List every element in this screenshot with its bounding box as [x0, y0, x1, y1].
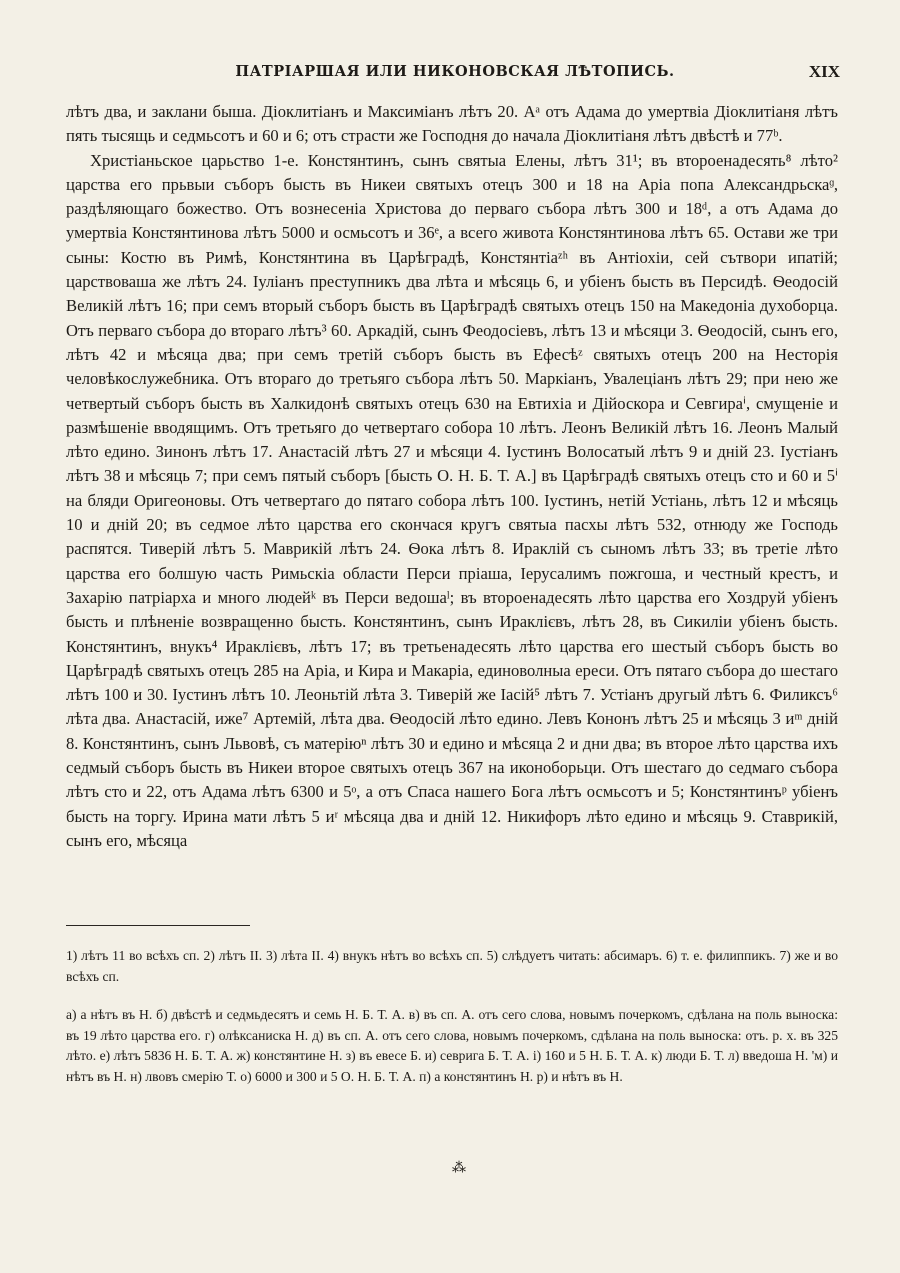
numbered-footnotes	[66, 946, 838, 987]
printer-ornament: ⁂	[452, 1160, 466, 1176]
main-text	[66, 100, 838, 853]
paragraph: лѣтъ два, и заклани быша. Діоклитіанъ и Максиміанъ лѣтъ 20. Аᵃ отъ Адама до умертвіа Діоклитіаня лѣтъ пять тысящь и седмьсотъ и 60 и 6; отъ страсти же Господня до начала Діоклитіаня лѣтъ двѣстѣ и 77ᵇ.	[66, 102, 838, 146]
footnote-block: 1) лѣтъ 11 во всѣхъ сп. 2) лѣтъ II. 3) лѣта II. 4) внукъ нѣтъ во всѣхъ сп. 5) слѣдуетъ читать: абсимаръ. 6) т. е. филиппикъ. 7) же и во всѣхъ сп.	[66, 948, 838, 984]
paragraph: Христіаньское царьство 1-е. Констянтинъ, сынъ святыа Елены, лѣтъ 31¹; въ второенадесять⁸ лѣто² царства его прьвыи съборъ бысть въ Никеи святыхъ отецъ 300 и 18 на Аріа попа Александрьскаᶢ, раздѣляющаго божество. Отъ вознесеніа Христова до перваго събора лѣтъ 300 и 18ᵈ, а отъ Адама до умертвіа Констянтинова лѣтъ 5000 и осмьсотъ и 36ᵉ, а всего живота Констянтинова лѣтъ 65. Остави же три сыны: Костю въ Римѣ, Констянтина въ Царѣградѣ, Констянтіаᶻʰ въ Антіохіи, сей сътвори ипатій; царствоваша же лѣтъ 24. Іуліанъ преступникъ два лѣта и мѣсяць 6, и убіенъ бысть въ Персидѣ. Ѳеодосій Великій лѣтъ 16; при семъ вторый съборъ бысть въ Царѣградѣ святыхъ отецъ 150 на Македоніа духоборца. Отъ перваго събора до втораго лѣтъ³ 60. Аркадій, сынъ Феодосіевъ, лѣтъ 13 и мѣсяци 3. Ѳеодосій, сынъ его, лѣтъ 42 и мѣсяца два; при семъ третій съборъ бысть въ Ефесѣᶻ святыхъ отецъ 200 на Несторія человѣкослужебника. Отъ втораго до третьяго събора лѣтъ 50. Маркіанъ, Увалеціанъ лѣтъ 29; при нею же четвертый съборъ бысть въ Халкидонѣ святыхъ отецъ 630 на Евтихіа и Дійоскора и Севгираⁱ, смущеніе и размѣшеніе вводящимъ. Отъ третьяго до четвертаго собора 10 лѣтъ. Леонъ Великій лѣтъ 16. Леонъ Малый лѣто едино. Зинонъ лѣтъ 17. Анастасій лѣтъ 27 и мѣсяци 4. Іустинъ Волосатый лѣтъ 9 и дній 23. Іустіанъ лѣтъ 38 и мѣсяць 7; при семъ пятый съборъ [бысть О. Н. Б. Т. А.] въ Царѣградѣ святыхъ отецъ сто и 60 и 5ⁱ на бляди Оригеоновы. Отъ четвертаго до пятаго собора лѣтъ 100. Іустинъ, нетій Устіань, лѣтъ 12 и мѣсяць 10 и дній 20; въ седмое лѣто царства его скончася кругъ святыа пасхы лѣтъ 532, отнюду же Господь распятся. Тиверій лѣтъ 5. Маврикій лѣтъ 24. Ѳока лѣтъ 8. Ираклій съ сыномъ лѣтъ 33; въ третіе лѣто царства его болшую часть Римьскіа области Перси пріаша, Іерусалимъ пожгоша, и честный крестъ, и Захарію патріарха и много людейᵏ въ Перси ведошаˡ; въ второенадесять лѣто царства его Хоздруй убіенъ бысть и плѣненіе возвращенно бысть. Констянтинъ, сынъ Ираклієвъ, лѣтъ 28, въ Сикиліи убіенъ бысть. Констянтинъ, внукъ⁴ Ираклієвъ, лѣтъ 17; въ третьенадесять лѣто царства его шестый съборъ бысть во Царѣградѣ святыхъ отецъ 285 на Аріа, и Кира и Макаріа, единоволныа ереси. Отъ пятаго събора до шестаго лѣтъ 100 и 30. Іустинъ лѣтъ 10. Леоньтій лѣта 3. Тиверій же Іасій⁵ лѣтъ 7. Устіанъ другый лѣтъ 6. Филиксъ⁶ лѣта два. Анастасій, иже⁷ Артемій, лѣта два. Ѳеодосій лѣто едино. Левъ Кононъ лѣтъ 25 и мѣсяць 3 иᵐ дній 8. Констянтинъ, сынъ Львовѣ, съ матеріюⁿ лѣтъ 30 и едино и мѣсяца 2 и дни два; въ второе лѣто царства ихъ седмый съборъ бысть въ Никеи второе святыхъ отецъ 367 на иконоборьци. Отъ шестаго до седмаго събора лѣтъ сто и 22, отъ Адама лѣтъ 6300 и 5ᵒ, а отъ Спаса нашего Бога лѣтъ осмьсотъ и 5; Констянтинъᵖ убіенъ бысть на торгу. Ирина мати лѣтъ 5 иʳ мѣсяца два и дній 12. Никифоръ лѣто едино и мѣсяць 9. Ставрикій, сынъ его, мѣсяца	[66, 150, 838, 850]
lettered-footnotes	[66, 1005, 838, 1087]
page-number: XIX	[808, 62, 840, 81]
footnote-divider	[66, 925, 250, 926]
running-title: ПАТРІАРШАЯ ИЛИ НИКОНОВСКАЯ ЛѢТОПИСЬ.	[235, 63, 675, 80]
running-header	[70, 63, 840, 89]
footnote-block: а) а нѣтъ въ Н. б) двѣстѣ и седмьдесятъ и семь Н. Б. Т. А. в) въ сп. А. отъ сего слова, новымъ почеркомъ, сдѣлана на поль выноска: въ 19 лѣто царства его. г) олѣксаниска Н. д) въ сп. А. отъ сего слова, новымъ почеркомъ, сдѣлана на поль выноска: отъ. р. х. въ 325 лѣто. е) лѣтъ 5836 Н. Б. Т. А. ж) констянтине Н. з) въ евесе Б. и) севрига Б. Т. А. і) 160 и 5 Н. Б. Т. А. к) люди Б. Т. л) введоша Н. 'м) и нѣтъ въ Н. н) лвовъ смерію Т. о) 6000 и 300 и 5 О. Н. Б. Т. А. п) а констянтинъ Н. р) и нѣтъ въ Н.	[66, 1007, 838, 1084]
